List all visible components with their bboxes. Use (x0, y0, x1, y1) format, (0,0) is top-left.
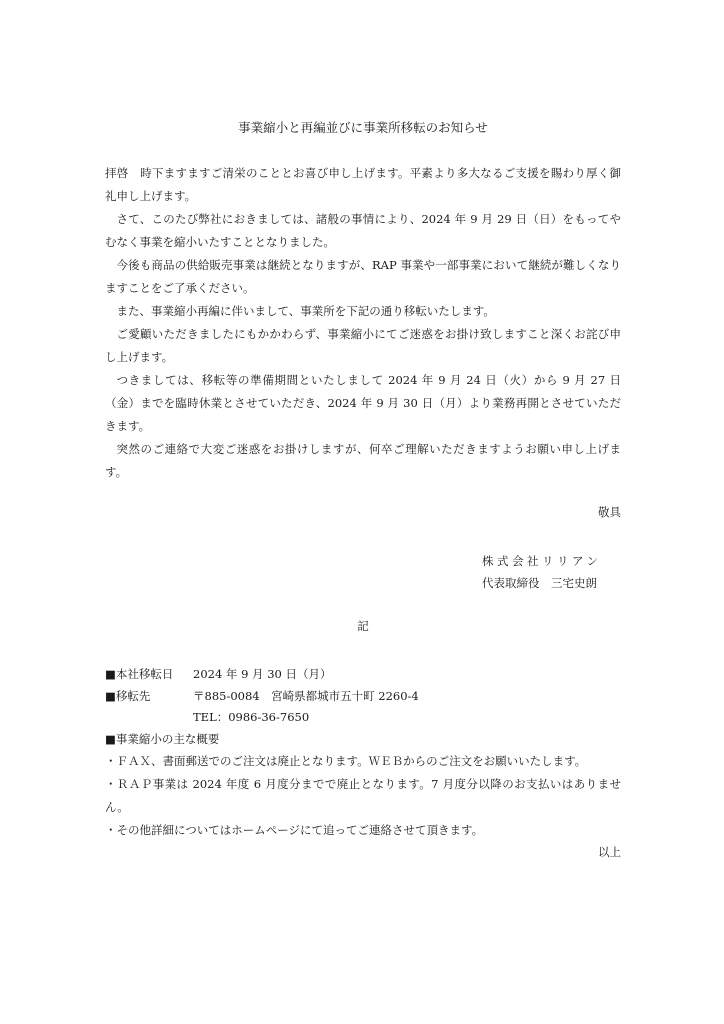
summary-item-fax: ・ＦＡＸ、書面郵送でのご注文は廃止となります。ＷＥＢからのご注文をお願いいたします。 (105, 754, 587, 768)
paragraph-request: 突然のご連絡で大変ご迷惑をお掛けしますが、何卒ご理解いただきますようお願い申し上げます。 (105, 442, 621, 479)
relocation-date-row (105, 664, 621, 686)
paragraph-relocation: また、事業縮小再編に伴いまして、事業所を下記の通り移転いたします。 (116, 304, 495, 318)
closing-word: 敬具 (598, 505, 621, 519)
paragraph-greeting: 拝啓 時下ますますご清栄のこととお喜び申し上げます。平素より多大なるご支援を賜わり厚く御礼申し上げます。 (105, 166, 621, 203)
ki-marker: 記 (357, 619, 369, 633)
relocation-date-value: 2024 年 9 月 30 日（月） (193, 667, 332, 681)
sender-block (482, 550, 621, 594)
document-page (105, 118, 621, 862)
destination-row (105, 686, 621, 708)
paragraph-closure-schedule: つきましては、移転等の準備期間といたしまして 2024 年 9 月 24 日（火）から 9 月 27 日（金）までを臨時休業とさせていただき、2024 年 9 月 30 日（月）より業務再開とさせていただきます。 (105, 373, 621, 433)
destination-tel: TEL：0986-36-7650 (193, 710, 310, 724)
destination-address: 〒885-0084 宮崎県都城市五十町 2260-4 (193, 688, 419, 703)
document-title: 事業縮小と再編並びに事業所移転のお知らせ (238, 120, 488, 135)
company-name: 株式会社リリアン (482, 554, 602, 568)
paragraph-apology: ご愛顧いただきましたにもかかわらず、事業縮小にてご迷惑をお掛け致しますこと深くお詫び申し上げます。 (105, 327, 621, 364)
letter-body (105, 162, 621, 484)
summary-heading: ■事業縮小の主な概要 (105, 731, 220, 746)
relocation-date-label: ■本社移転日 (105, 667, 174, 681)
summary-item-rap: ・ＲＡＰ事業は 2024 年度 6 月度分までで廃止となります。7 月度分以降のお支払いはありません。 (105, 777, 621, 814)
paragraph-continuation: 今後も商品の供給販売事業は継続となりますが、RAP 事業や一部事業において継続が難しくなりますことをご了承ください。 (105, 258, 621, 295)
end-marker: 以上 (598, 845, 621, 859)
destination-tel-row (105, 707, 621, 729)
destination-label: ■移転先 (105, 688, 151, 703)
paragraph-announcement: さて、このたび弊社におきましては、諸般の事情により、2024 年 9 月 29 日（日）をもってやむなく事業を縮小いたすこととなりました。 (105, 212, 621, 249)
representative-name: 代表取締役 三宅史朗 (482, 576, 597, 590)
details-section (105, 664, 621, 862)
tel-spacer (105, 707, 193, 729)
summary-item-other: ・その他詳細についてはホームページにて追ってご連絡させて頂きます。 (105, 823, 484, 837)
